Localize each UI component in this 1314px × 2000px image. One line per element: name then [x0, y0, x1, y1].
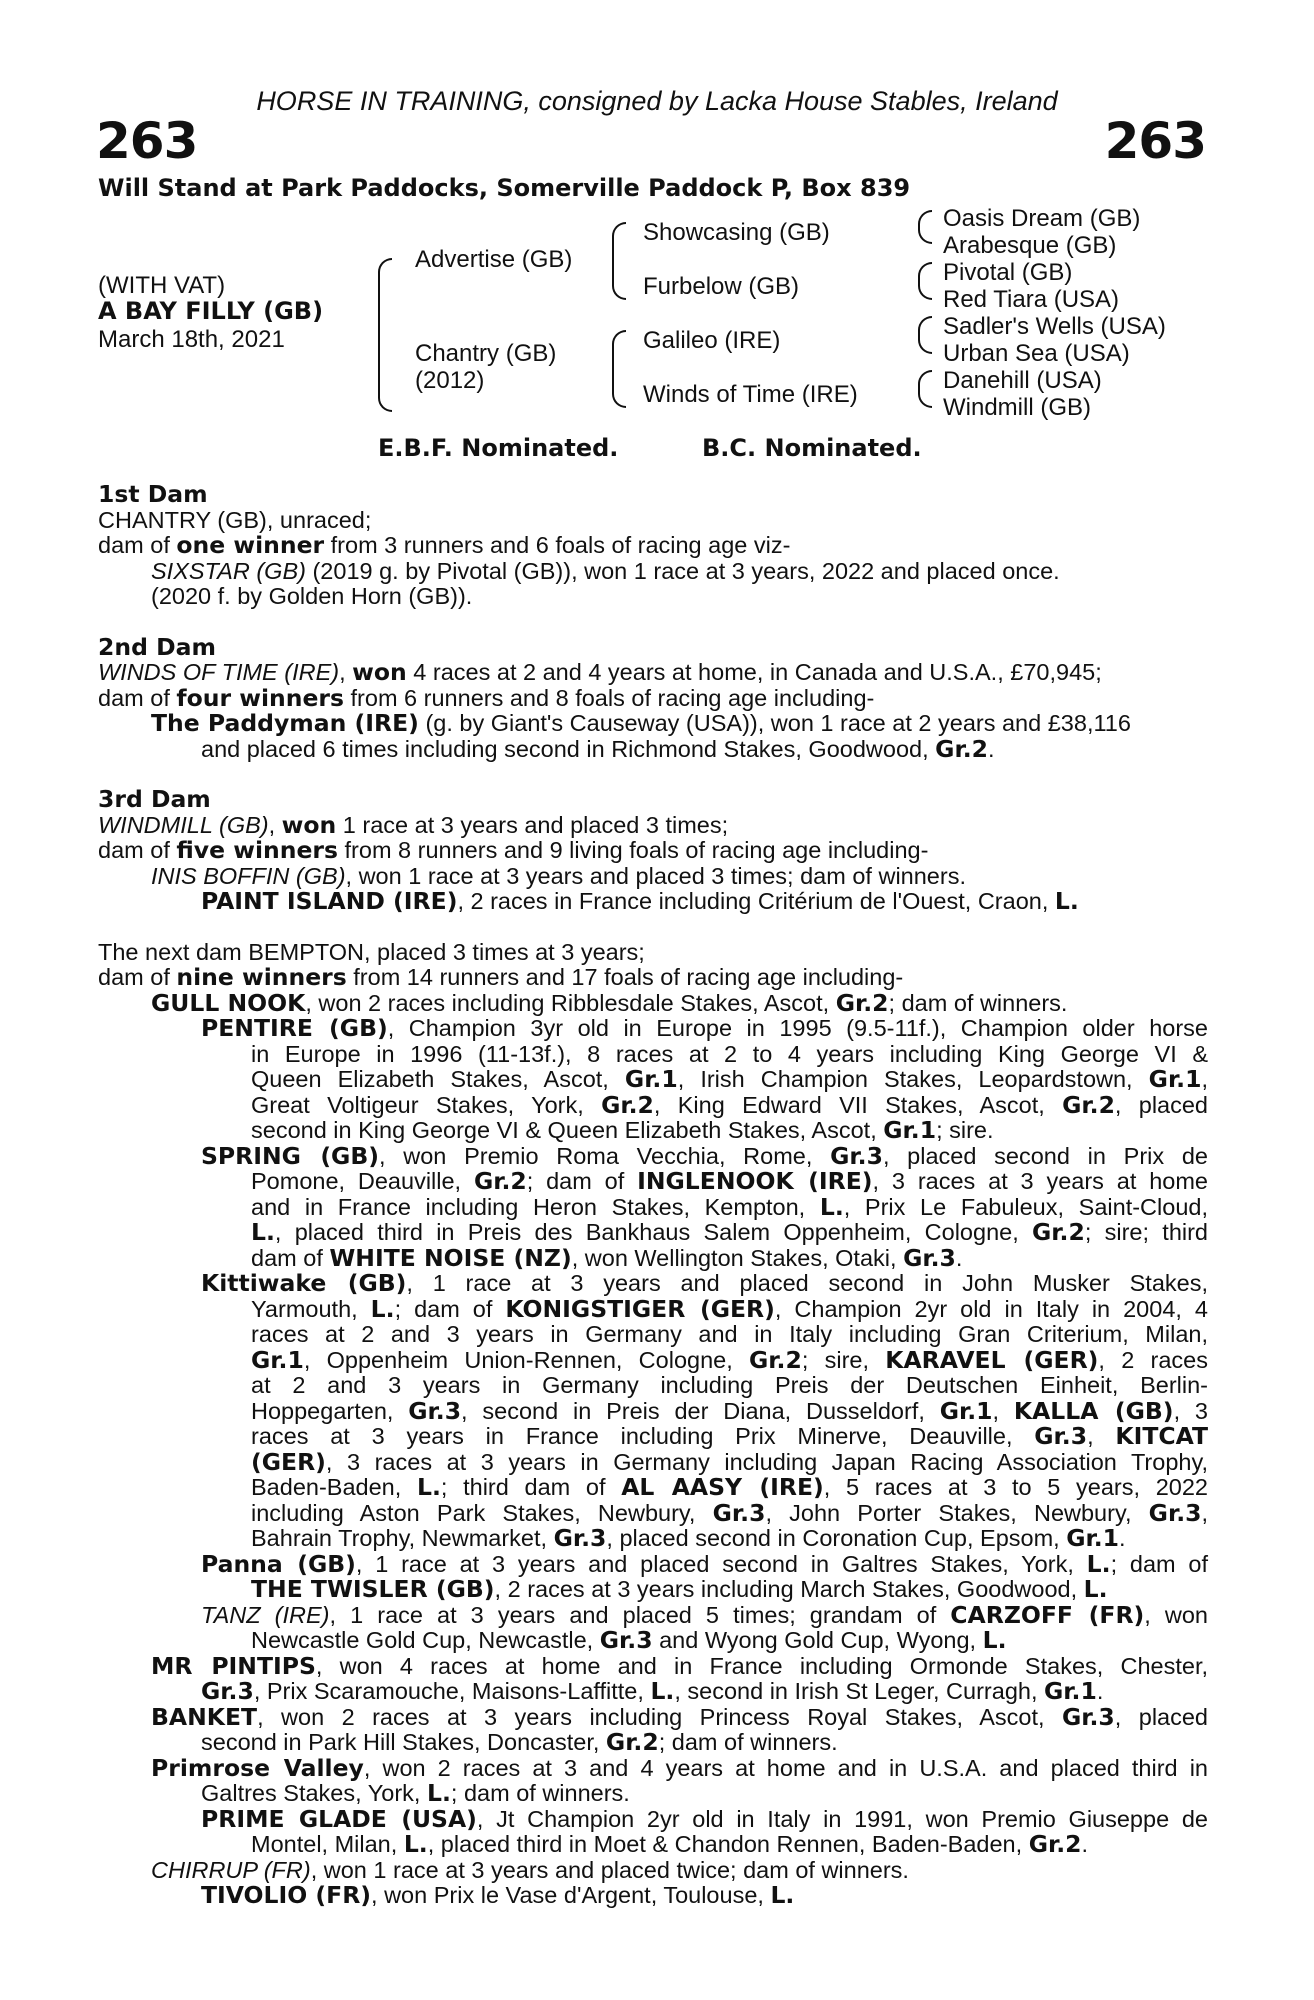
paragraph-line: L., placed third in Preis des Bankhaus Salem Oppenheim, Cologne, Gr.2; sire; third [251, 1218, 1208, 1246]
horse-dob: March 18th, 2021 [98, 326, 285, 353]
paragraph-line: Galtres Stakes, York, L.; dam of winners. [201, 1779, 630, 1807]
first-dam-heading: 1st Dam [98, 480, 208, 508]
paragraph-line: TIVOLIO (FR), won Prix le Vase d'Argent, Toulouse, L. [201, 1881, 795, 1909]
pedigree-g8: Windmill (GB) [943, 394, 1091, 421]
paragraph-line: The next dam BEMPTON, placed 3 times at 3 years; [98, 938, 645, 965]
paragraph-line: Great Voltigeur Stakes, York, Gr.2, King Edward VII Stakes, Ascot, Gr.2, placed [251, 1090, 1209, 1119]
lot-number-left: 263 [96, 112, 198, 170]
horse-name: A BAY FILLY (GB) [98, 297, 324, 325]
catalogue-body [98, 482, 1208, 1909]
paragraph-line: dam of four winners from 6 runners and 8 foals of racing age including- [98, 683, 875, 712]
paragraph-line: INIS BOFFIN (GB), won 1 race at 3 years and placed 3 times; dam of winners. [151, 862, 966, 889]
paragraph-line: PRIME GLADE (USA), Jt Champion 2yr old in Italy in 1991, won Premio Giuseppe de [201, 1804, 1208, 1833]
pedigree-sire-dam: Furbelow (GB) [643, 273, 800, 300]
pedigree-sire-sire: Showcasing (GB) [643, 219, 830, 246]
pedigree-g2: Arabesque (GB) [943, 232, 1117, 259]
paragraph-line: races at 2 and 3 years in Germany and in Italy including Gran Criterium, Milan, [251, 1321, 1208, 1347]
paragraph-line: Primrose Valley, won 2 races at 3 and 4 years at home and in U.S.A. and placed third in [151, 1753, 1208, 1782]
ebf-nomination: E.B.F. Nominated. [378, 434, 619, 462]
paragraph-line: dam of WHITE NOISE (NZ), won Wellington Stakes, Otaki, Gr.3. [251, 1243, 963, 1272]
brace-sire [612, 222, 626, 300]
paragraph-line: PENTIRE (GB), Champion 3yr old in Europe in 1995 (9.5-11f.), Champion older horse [201, 1014, 1208, 1042]
paragraph-line: The Paddyman (IRE) (g. by Giant's Causeway (USA)), won 1 race at 2 years and £38,116 [151, 709, 1131, 737]
pedigree-g6: Urban Sea (USA) [943, 340, 1130, 367]
paragraph-line: second in Park Hill Stakes, Doncaster, Gr.2; dam of winners. [201, 1728, 838, 1756]
brace-dam [612, 330, 626, 408]
pedigree-dam-sire: Galileo (IRE) [643, 327, 781, 354]
paragraph-line: WINDMILL (GB), won 1 race at 3 years and placed 3 times; [98, 810, 729, 839]
paragraph-line: Hoppegarten, Gr.3, second in Preis der Diana, Dusseldorf, Gr.1, KALLA (GB), 3 [251, 1396, 1208, 1425]
paragraph-line: Gr.1, Oppenheim Union-Rennen, Cologne, Gr.2; sire, KARAVEL (GER), 2 races [251, 1345, 1209, 1374]
third-dam-heading: 3rd Dam [98, 785, 211, 813]
paragraph-line: THE TWISLER (GB), 2 races at 3 years including March Stakes, Goodwood, L. [251, 1575, 1108, 1603]
paragraph-line: WINDS OF TIME (IRE), won 4 races at 2 and 4 years at home, in Canada and U.S.A., £70,945; [98, 658, 1102, 686]
paragraph-line: CHIRRUP (FR), won 1 race at 3 years and placed twice; dam of winners. [151, 1856, 909, 1883]
paragraph-line: second in King George VI & Queen Elizabeth Stakes, Ascot, Gr.1; sire. [251, 1116, 994, 1144]
pedigree-sire: Advertise (GB) [415, 246, 573, 273]
paragraph-line: dam of five winners from 8 runners and 9 living foals of racing age including- [98, 836, 929, 864]
paragraph-line: races at 3 years in France including Prix Minerve, Deauville, Gr.3, KITCAT [251, 1422, 1209, 1450]
paragraph-line: Newcastle Gold Cup, Newcastle, Gr.3 and Wyong Gold Cup, Wyong, L. [251, 1626, 1007, 1654]
paragraph-line: MR PINTIPS, won 4 races at home and in France including Ormonde Stakes, Chester, [151, 1651, 1209, 1680]
paragraph-line: TANZ (IRE), 1 race at 3 years and placed 5 times; grandam of CARZOFF (FR), won [201, 1600, 1209, 1629]
paragraph-line: (2020 f. by Golden Horn (GB)). [151, 583, 473, 609]
paragraph-line: dam of nine winners from 14 runners and 17 foals of racing age including- [98, 963, 904, 991]
paragraph-line: Bahrain Trophy, Newmarket, Gr.3, placed second in Coronation Cup, Epsom, Gr.1. [251, 1524, 1126, 1552]
vat-note: (WITH VAT) [98, 272, 226, 299]
pedigree-dam-year: (2012) [415, 367, 485, 394]
bc-nomination: B.C. Nominated. [702, 434, 922, 462]
pedigree-g1: Oasis Dream (GB) [943, 205, 1141, 232]
paragraph-line: BANKET, won 2 races at 3 years including Princess Royal Stakes, Ascot, Gr.3, placed [151, 1702, 1208, 1731]
paragraph-line: Panna (GB), 1 race at 3 years and placed second in Galtres Stakes, York, L.; dam of [201, 1549, 1209, 1578]
page-header-title: HORSE IN TRAINING, consigned by Lacka House Stables, Ireland [256, 86, 1058, 116]
brace-sire-dam [378, 258, 392, 412]
paragraph-line: CHANTRY (GB), unraced; [98, 506, 372, 533]
brace-g1 [918, 210, 932, 244]
paragraph-line: dam of one winner from 3 runners and 6 foals of racing age viz- [98, 531, 791, 559]
paragraph-line: Montel, Milan, L., placed third in Moet & Chandon Rennen, Baden-Baden, Gr.2. [251, 1830, 1089, 1858]
paragraph-line: Pomone, Deauville, Gr.2; dam of INGLENOOK (IRE), 3 races at 3 years at home [251, 1167, 1208, 1195]
pedigree-g3: Pivotal (GB) [943, 259, 1073, 286]
pedigree-g7: Danehill (USA) [943, 367, 1102, 394]
paragraph-line: (GER), 3 races at 3 years in Germany including Japan Racing Association Trophy, [251, 1447, 1208, 1476]
brace-g2 [918, 262, 932, 300]
second-dam-heading: 2nd Dam [98, 632, 216, 661]
paragraph-line: including Aston Park Stakes, Newbury, Gr.3, John Porter Stakes, Newbury, Gr.3, [251, 1498, 1209, 1527]
paragraph-line: at 2 and 3 years in Germany including Preis der Deutschen Einheit, Berlin- [251, 1372, 1208, 1398]
paragraph-line: SPRING (GB), won Premio Roma Vecchia, Rome, Gr.3, placed second in Prix de [201, 1141, 1208, 1170]
pedigree-dam: Chantry (GB) [415, 340, 557, 367]
paragraph-line: and in France including Heron Stakes, Kempton, L., Prix Le Fabuleux, Saint-Cloud, [251, 1192, 1208, 1221]
paragraph-line: SIXSTAR (GB) (2019 g. by Pivotal (GB)), won 1 race at 3 years, 2022 and placed once. [151, 557, 1060, 584]
paragraph-line: Yarmouth, L.; dam of KONIGSTIGER (GER), Champion 2yr old in Italy in 2004, 4 [251, 1294, 1208, 1323]
paragraph-line: in Europe in 1996 (11-13f.), 8 races at 2 to 4 years including King George VI & [251, 1040, 1208, 1067]
paragraph-line: Baden-Baden, L.; third dam of AL AASY (IRE), 5 races at 3 to 5 years, 2022 [251, 1473, 1208, 1501]
paragraph-line: Kittiwake (GB), 1 race at 3 years and placed second in John Musker Stakes, [201, 1269, 1208, 1297]
pedigree-g5: Sadler's Wells (USA) [943, 313, 1166, 340]
paragraph-line: Gr.3, Prix Scaramouche, Maisons-Laffitte, L., second in Irish St Leger, Curragh, Gr.1. [201, 1677, 1104, 1705]
stand-location: Will Stand at Park Paddocks, Somerville Paddock P, Box 839 [98, 174, 911, 202]
lot-number-right: 263 [1104, 112, 1206, 170]
brace-g4 [918, 370, 932, 408]
pedigree-dam-dam: Winds of Time (IRE) [643, 381, 858, 408]
pedigree-g4: Red Tiara (USA) [943, 286, 1120, 313]
paragraph-line: GULL NOOK, won 2 races including Ribblesdale Stakes, Ascot, Gr.2; dam of winners. [151, 988, 1068, 1017]
paragraph-line: and placed 6 times including second in Richmond Stakes, Goodwood, Gr.2. [201, 734, 995, 763]
paragraph-line: Queen Elizabeth Stakes, Ascot, Gr.1, Irish Champion Stakes, Leopardstown, Gr.1, [251, 1065, 1208, 1093]
brace-g3 [918, 316, 932, 354]
paragraph-line: PAINT ISLAND (IRE), 2 races in France including Critérium de l'Ouest, Craon, L. [201, 887, 1079, 915]
